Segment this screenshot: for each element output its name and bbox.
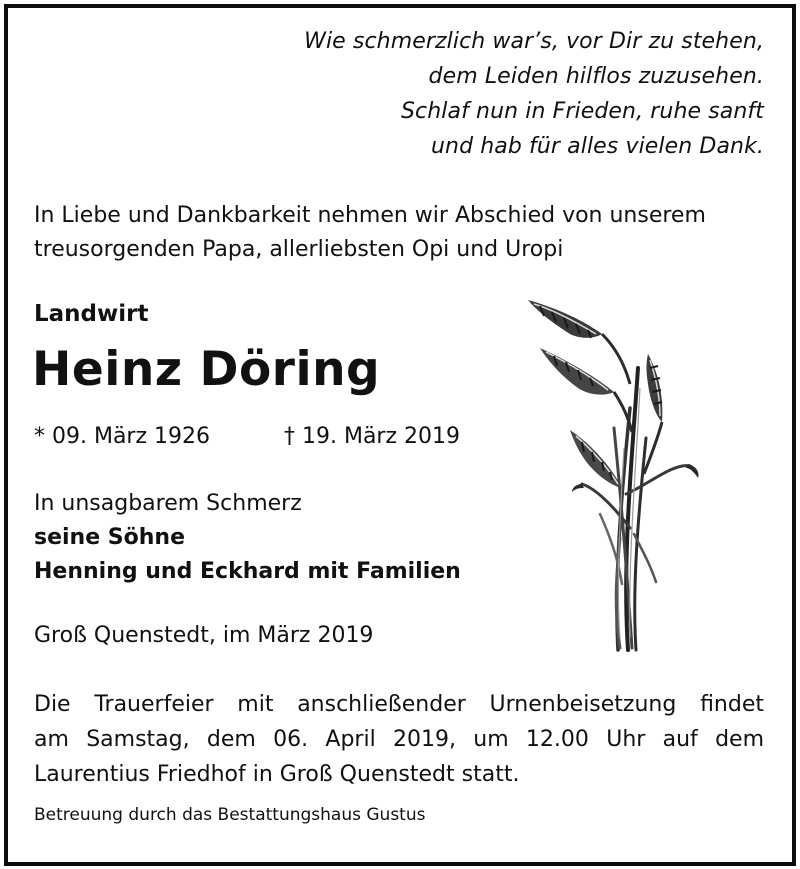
mourners-intro: In unsagbarem Schmerz xyxy=(34,491,302,516)
poem-line: dem Leiden hilflos zuzusehen. xyxy=(428,64,764,89)
poem-line: und hab für alles vielen Dank. xyxy=(431,134,764,159)
poem-line: Schlaf nun in Frieden, ruhe sanft xyxy=(400,99,764,124)
death-date: † 19. März 2019 xyxy=(284,424,461,449)
funeral-line: am Samstag, dem 06. April 2019, um 12.00 Uhr auf dem xyxy=(34,727,764,752)
wheat-ears-icon xyxy=(510,288,710,660)
intro-line: In Liebe und Dankbarkeit nehmen wir Abschied von unserem xyxy=(34,203,706,228)
funeral-line: Die Trauerfeier mit anschließender Urnenbeisetzung findet xyxy=(34,692,764,717)
funeral-notice xyxy=(34,687,764,792)
birth-date: * 09. März 1926 xyxy=(34,424,211,449)
deceased-name: Heinz Döring xyxy=(32,342,381,397)
mourners xyxy=(34,487,461,589)
farewell-intro xyxy=(34,199,764,267)
poem xyxy=(304,24,764,164)
place-date: Groß Quenstedt, im März 2019 xyxy=(34,623,374,648)
undertaker-credit: Betreuung durch das Bestattungshaus Gustus xyxy=(34,805,426,825)
funeral-line: Laurentius Friedhof in Groß Quenstedt statt. xyxy=(34,762,520,787)
mourners-names: Henning und Eckhard mit Familien xyxy=(34,559,461,584)
occupation: Landwirt xyxy=(34,301,149,327)
intro-line: treusorgenden Papa, allerliebsten Opi und Uropi xyxy=(34,237,564,262)
poem-line: Wie schmerzlich war’s, vor Dir zu stehen, xyxy=(304,29,764,54)
mourners-relation: seine Söhne xyxy=(34,525,186,550)
